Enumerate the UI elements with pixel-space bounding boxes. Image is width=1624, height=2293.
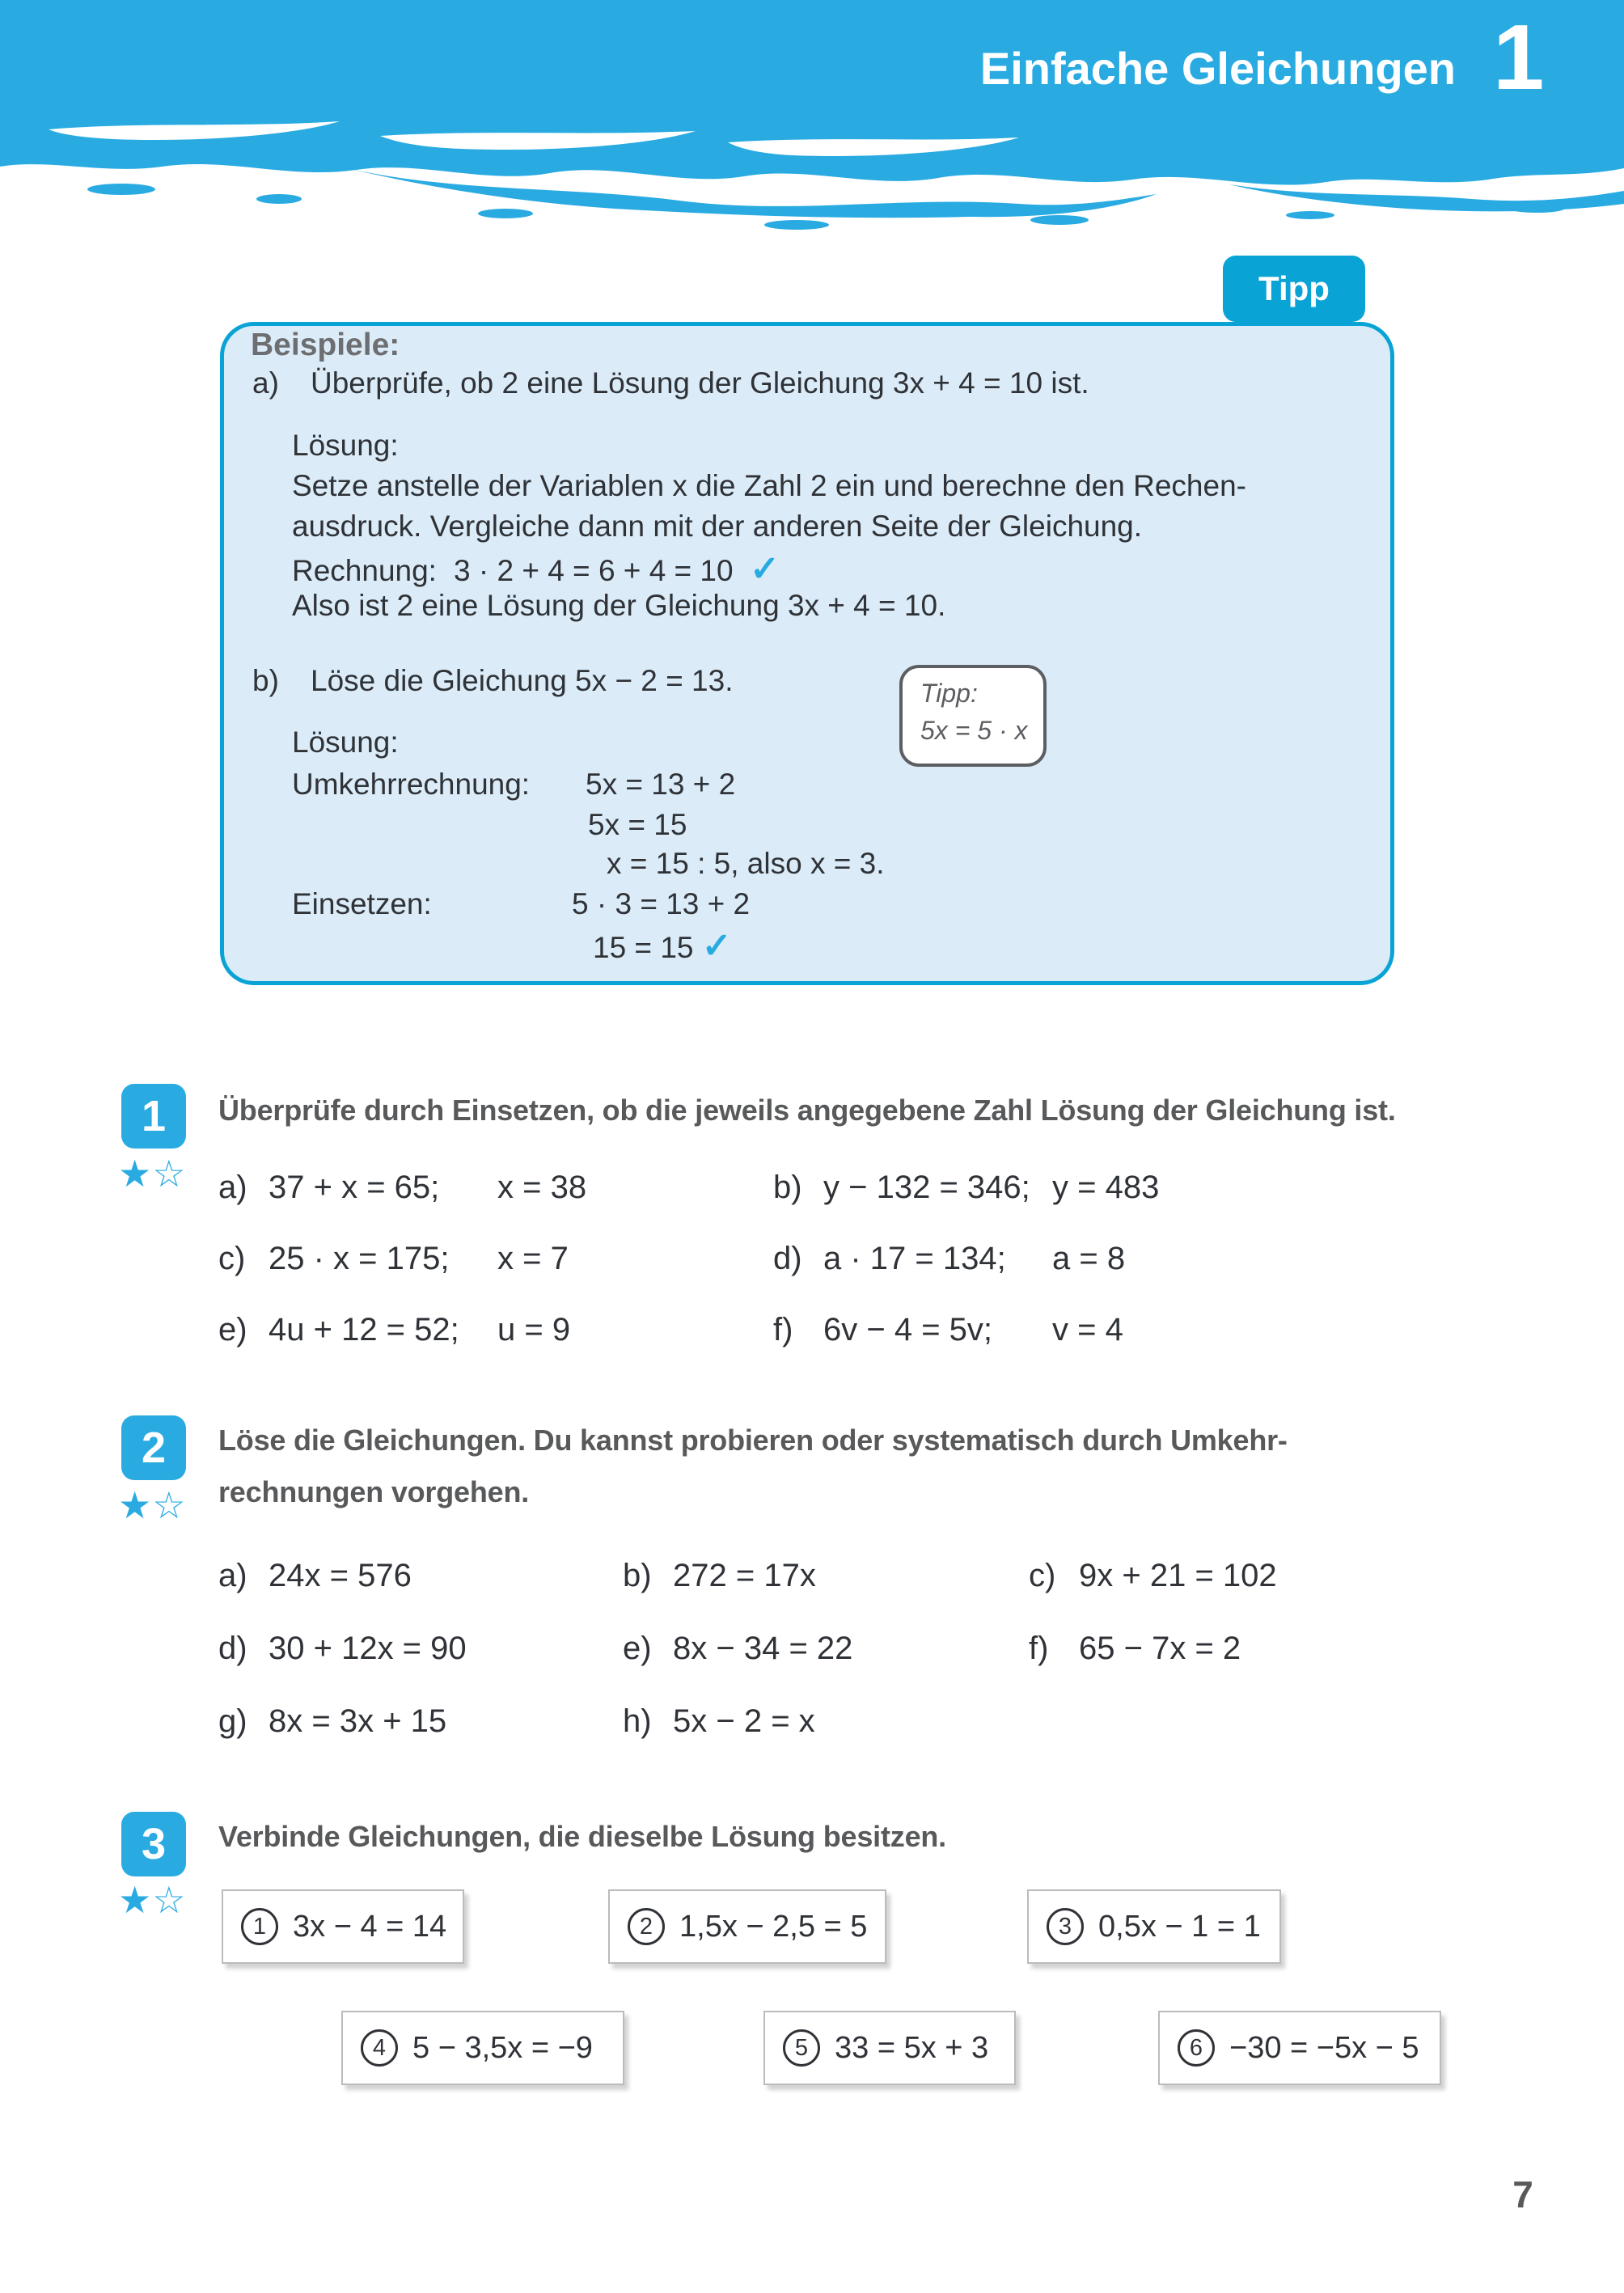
exercise-3-badge: 3 [121,1812,186,1876]
equation-card-2[interactable] [608,1889,886,1964]
exercise-2-prompt-line2: rechnungen vorgehen. [218,1475,530,1508]
checkmark-icon: ✓ [750,549,780,589]
exercise-1-item-d [773,1241,1126,1277]
example-a-solution-label: Lösung: [292,429,399,462]
item-label: a) [218,1170,247,1205]
item-value: x = 38 [497,1170,587,1205]
item-equation: 9x + 21 = 102 [1079,1558,1277,1593]
example-b-insert-row [292,886,750,922]
item-label: c) [218,1241,246,1276]
card-circled-number: 2 [628,1908,665,1945]
exercise-2-badge: 2 [121,1415,186,1480]
exercise-2-item-f [1029,1631,1241,1667]
example-b-solution-label: Lösung: [292,726,399,759]
example-a-task-text: Überprüfe, ob 2 eine Lösung der Gleichung 3x + 4 = 10 ist. [311,366,1089,400]
inverse-step3: x = 15 : 5, also x = 3. [607,847,885,880]
exercise-2-item-e [623,1631,852,1667]
example-box [220,322,1394,985]
example-a-conclusion: Also ist 2 eine Lösung der Gleichung 3x + 4 = 10. [292,589,946,622]
item-label: g) [218,1703,247,1739]
exercise-1-item-b [773,1170,1160,1206]
exercise-1-item-a [218,1170,587,1206]
exercise-1-item-f [773,1312,1123,1348]
item-value: a = 8 [1052,1241,1126,1276]
tip-tab-label: Tipp [1223,256,1365,322]
card-circled-number: 1 [241,1908,278,1945]
item-value: x = 7 [497,1241,569,1276]
header-brush-band [0,0,1624,235]
item-value: v = 4 [1052,1312,1123,1347]
exercise-2-item-a [218,1558,412,1594]
example-b-label: b) [252,664,279,697]
card-equation: 33 = 5x + 3 [835,2030,989,2065]
card-circled-number: 6 [1178,2029,1215,2067]
item-equation: 65 − 7x = 2 [1079,1631,1241,1666]
exercise-2-item-c [1029,1558,1277,1594]
item-equation: 37 + x = 65; [269,1170,440,1205]
item-label: e) [218,1312,247,1347]
exercise-1-item-c [218,1241,569,1277]
equation-card-1[interactable] [222,1889,464,1964]
item-equation: 8x − 34 = 22 [673,1631,853,1666]
item-equation: y − 132 = 346; [823,1170,1030,1205]
exercise-1-prompt: Überprüfe durch Einsetzen, ob die jeweils angegebene Zahl Lösung der Gleichung ist. [218,1094,1396,1127]
handwritten-tip-note [899,665,1047,767]
example-b-task-text: Löse die Gleichung 5x − 2 = 13. [311,664,734,697]
example-b-inverse-row [292,767,735,802]
calc-label: Rechnung: [292,554,437,587]
item-label: e) [623,1631,652,1666]
item-label: d) [218,1631,247,1666]
exercise-2-prompt-line1: Löse die Gleichungen. Du kannst probieren oder systematisch durch Umkehr- [218,1424,1288,1457]
item-label: h) [623,1703,652,1739]
equation-card-3[interactable] [1027,1889,1281,1964]
exercise-3-difficulty-stars: ★☆ [118,1879,187,1921]
insert-step2-row [593,925,732,968]
item-label: b) [623,1558,652,1593]
example-b-task [252,663,733,699]
chapter-number: 1 [1493,6,1545,109]
chapter-title: Einfache Gleichungen [979,43,1456,94]
calc-expression: 3 · 2 + 4 = 6 + 4 = 10 [454,554,734,587]
exercise-2-item-d [218,1631,467,1667]
example-a-calc-row [292,548,780,591]
card-equation: −30 = −5x − 5 [1229,2030,1419,2065]
item-equation: 6v − 4 = 5v; [823,1312,993,1347]
item-equation: 24x = 576 [269,1558,412,1593]
example-a-task [252,366,1089,401]
exercise-1-item-e [218,1312,571,1348]
exercise-2-item-b [623,1558,816,1594]
note-title: Tipp: [920,679,978,708]
card-circled-number: 4 [361,2029,398,2067]
insert-step2: 15 = 15 [593,931,694,964]
card-circled-number: 5 [783,2029,820,2067]
examples-heading: Beispiele: [251,328,400,362]
example-a-body-line2: ausdruck. Vergleiche dann mit der anderen Seite der Gleichung. [292,510,1143,543]
insert-step1: 5 · 3 = 13 + 2 [572,887,751,920]
item-label: b) [773,1170,802,1205]
equation-card-6[interactable] [1158,2011,1441,2085]
item-value: u = 9 [497,1312,571,1347]
card-equation: 5 − 3,5x = −9 [412,2030,593,2065]
item-label: f) [1029,1631,1049,1666]
item-equation: 8x = 3x + 15 [269,1703,447,1739]
item-label: a) [218,1558,247,1593]
exercise-2-item-h [623,1703,815,1740]
exercise-1-badge: 1 [121,1084,186,1149]
equation-card-4[interactable] [341,2011,624,2085]
card-equation: 1,5x − 2,5 = 5 [679,1909,868,1944]
exercise-2-difficulty-stars: ★☆ [118,1484,187,1526]
inverse-step1: 5x = 13 + 2 [586,768,736,801]
exercise-1-difficulty-stars: ★☆ [118,1153,187,1195]
card-equation: 3x − 4 = 14 [293,1909,447,1944]
equation-card-5[interactable] [763,2011,1016,2085]
checkmark-icon: ✓ [701,926,732,966]
item-equation: 25 · x = 175; [269,1241,450,1276]
inverse-step2: 5x = 15 [588,808,687,841]
exercise-3-prompt: Verbinde Gleichungen, die dieselbe Lösung besitzen. [218,1820,946,1853]
inverse-label: Umkehrrechnung: [292,768,531,801]
item-label: f) [773,1312,793,1347]
item-equation: 5x − 2 = x [673,1703,815,1739]
exercise-2-item-g [218,1703,446,1740]
card-equation: 0,5x − 1 = 1 [1098,1909,1261,1944]
page-number: 7 [1512,2173,1533,2215]
item-label: c) [1029,1558,1056,1593]
item-equation: 4u + 12 = 52; [269,1312,459,1347]
item-value: y = 483 [1052,1170,1160,1205]
example-a-body-line1: Setze anstelle der Variablen x die Zahl 2 ein und berechne den Rechen- [292,469,1246,502]
item-equation: 30 + 12x = 90 [269,1631,467,1666]
item-equation: a · 17 = 134; [823,1241,1006,1276]
insert-label: Einsetzen: [292,887,432,920]
note-formula: 5x = 5 · x [920,716,1028,745]
item-equation: 272 = 17x [673,1558,816,1593]
example-a-label: a) [252,366,279,400]
card-circled-number: 3 [1047,1908,1084,1945]
item-label: d) [773,1241,802,1276]
